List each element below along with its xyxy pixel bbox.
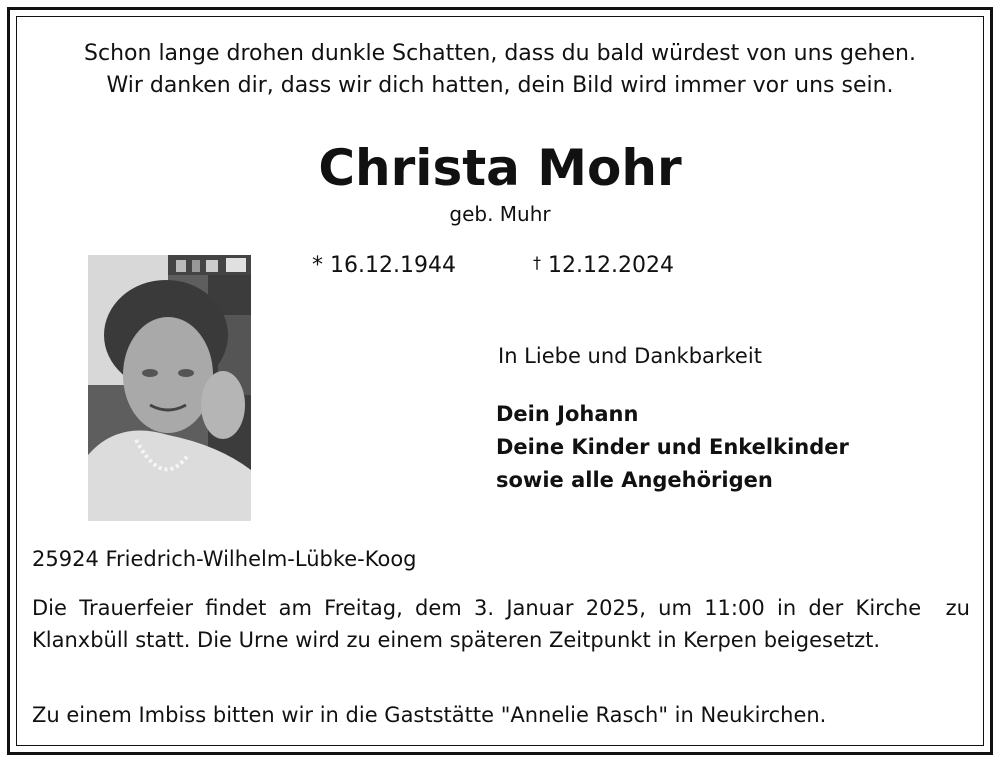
deceased-name: Christa Mohr: [318, 139, 682, 197]
death-date: 12.12.2024: [548, 253, 674, 278]
portrait-photo: [88, 255, 251, 521]
birth-date: * 16.12.1944: [312, 253, 456, 278]
closing-phrase: In Liebe und Dankbarkeit: [498, 344, 762, 368]
address: 25924 Friedrich-Wilhelm-Lübke-Koog: [32, 547, 417, 571]
death-date-line: [533, 253, 674, 278]
memorial-verse: [0, 38, 1000, 102]
service-announcement: Die Trauerfeier findet am Freitag, dem 3. Januar 2025, um 11:00 in der Kirche zu Klanxbüll statt. Die Urne wird zu einem späteren Zeitpunkt in Kerpen beigesetzt.: [32, 596, 977, 652]
cross-icon: †: [533, 253, 541, 272]
reception-announcement: Zu einem Imbiss bitten wir in die Gaststätte "Annelie Rasch" in Neukirchen.: [32, 703, 827, 727]
mourner-line: Dein Johann: [496, 402, 639, 426]
verse-line-2: Wir danken dir, dass wir dich hatten, dein Bild wird immer vor uns sein.: [106, 73, 894, 98]
verse-line-1: Schon lange drohen dunkle Schatten, dass du bald würdest von uns gehen.: [84, 41, 916, 66]
mourners-list: [496, 398, 849, 497]
maiden-name: geb. Muhr: [449, 202, 551, 226]
portrait-illustration: [88, 255, 251, 521]
mourner-line: Deine Kinder und Enkelkinder: [496, 435, 849, 459]
mourner-line: sowie alle Angehörigen: [496, 468, 773, 492]
